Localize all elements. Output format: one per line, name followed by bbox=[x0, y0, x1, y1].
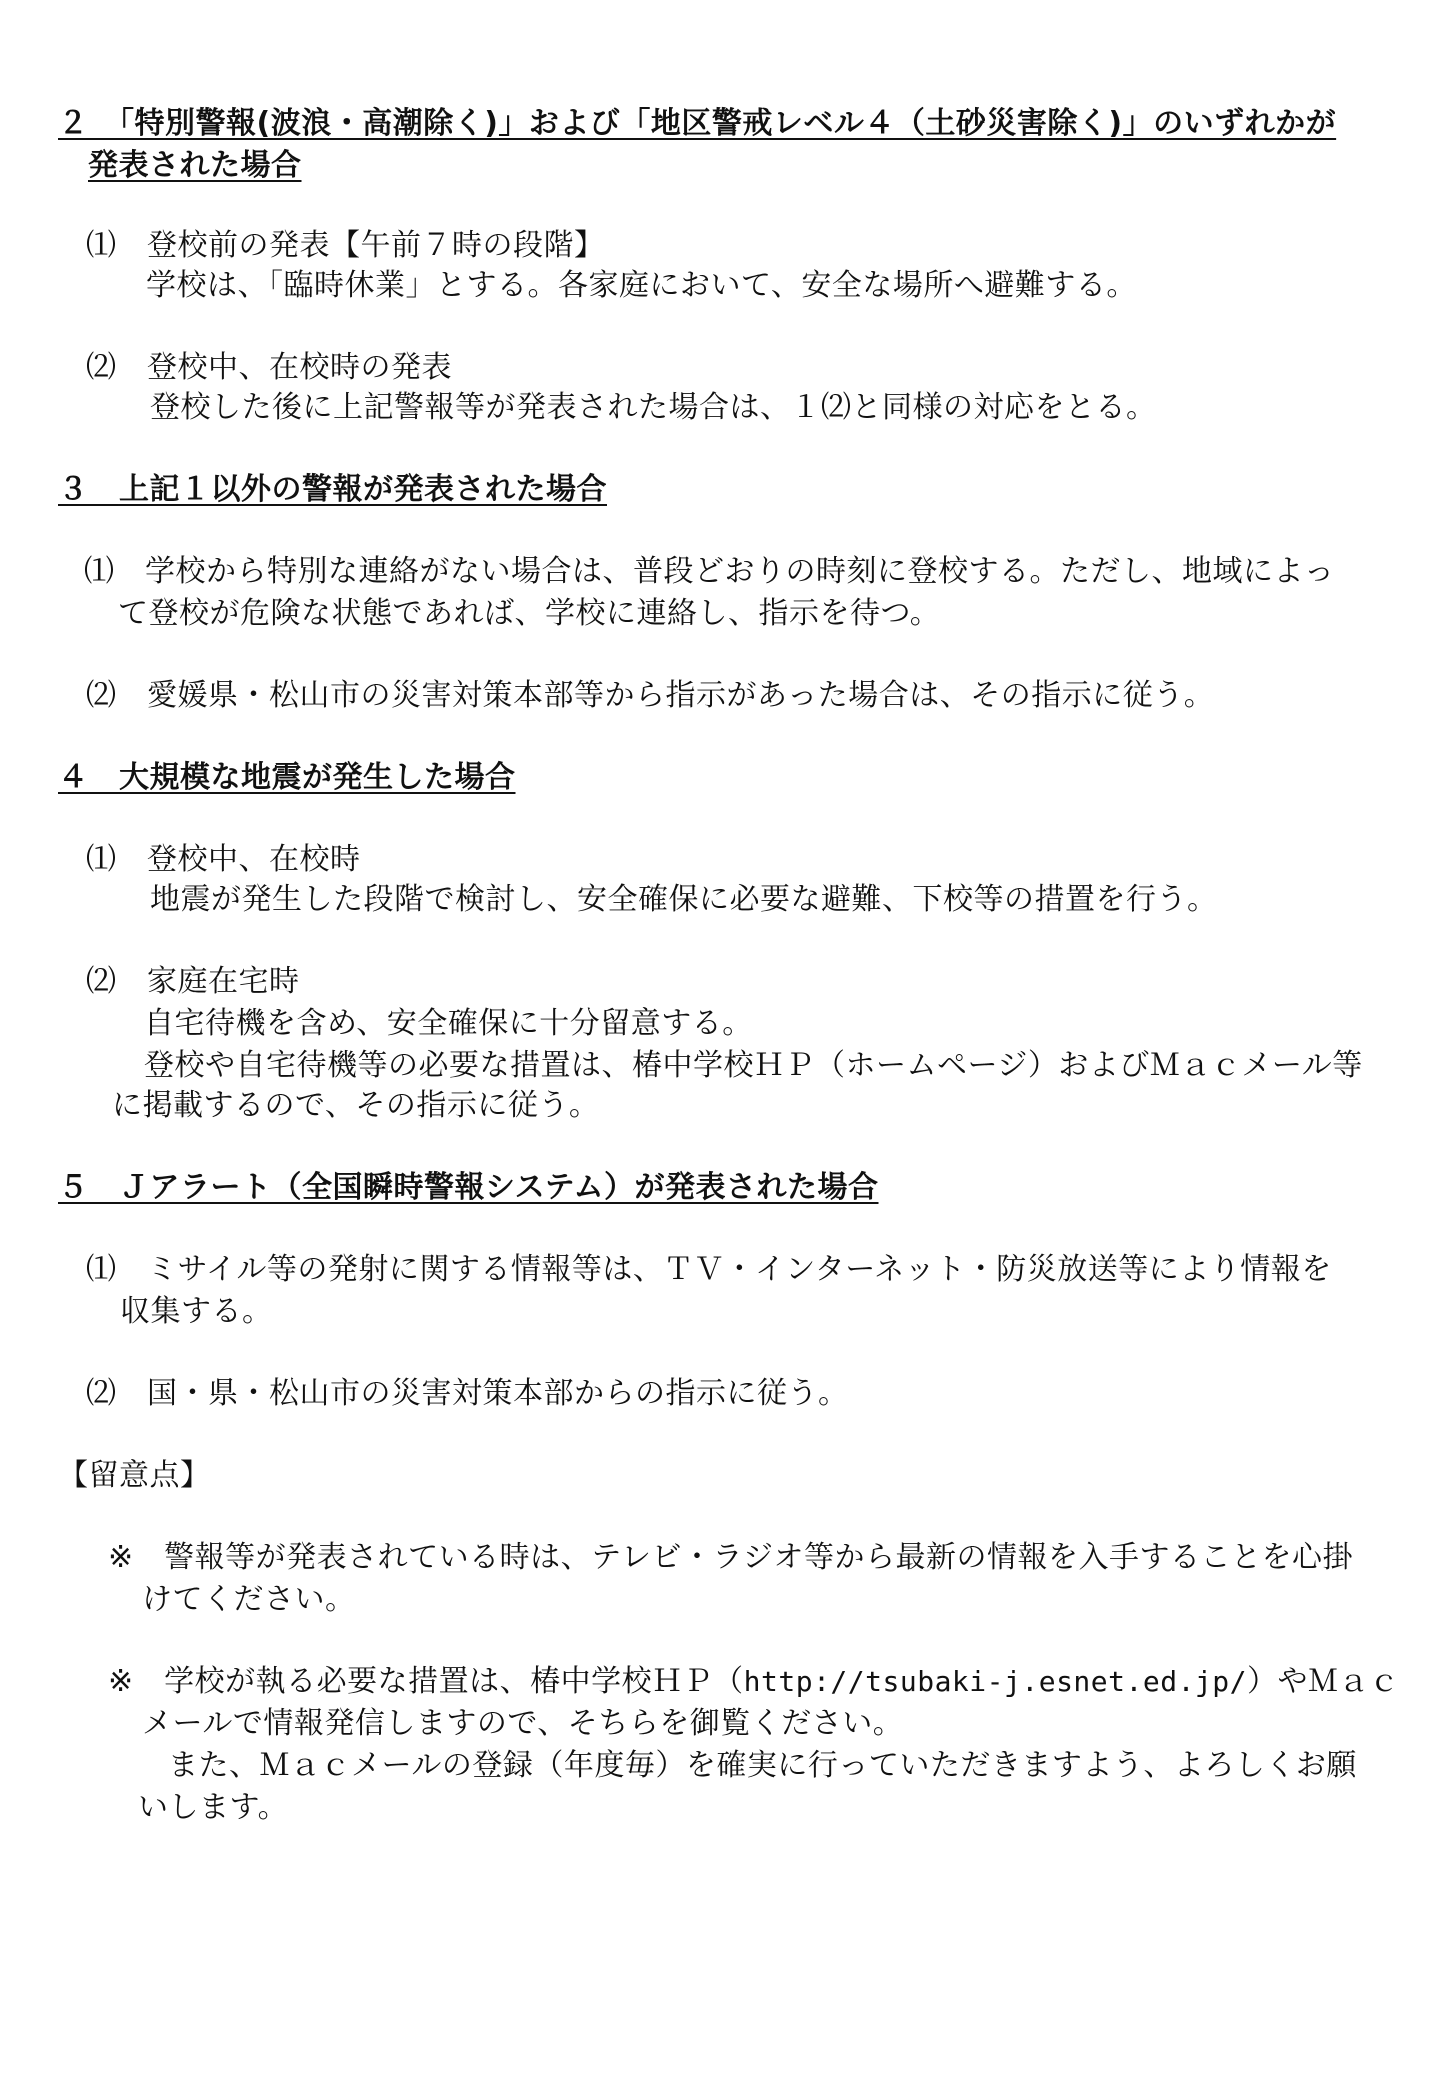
note2-line2: メールで情報発信しますので、そちらを御覧ください。 bbox=[142, 1706, 904, 1741]
section4-item2-body2: 登校や自宅待機等の必要な措置は、椿中学校ＨＰ（ホームページ）およびＭａｃメール等 bbox=[144, 1048, 1363, 1083]
note2-line4: いします。 bbox=[138, 1790, 289, 1825]
section2-item1-body: 学校は、「臨時休業」とする。各家庭において、安全な場所へ避難する。 bbox=[146, 268, 1137, 303]
section3-item1-line1: ⑴ 学校から特別な連絡がない場合は、普段どおりの時刻に登校する。ただし、地域によっ bbox=[84, 554, 1335, 589]
note1-line2: けてください。 bbox=[142, 1582, 356, 1617]
section3-item2: ⑵ 愛媛県・松山市の災害対策本部等から指示があった場合は、その指示に従う。 bbox=[86, 678, 1215, 713]
school-website-link[interactable]: http://tsubaki-j.esnet.ed.jp/ bbox=[743, 1665, 1248, 1698]
note2-line1-prefix: ※ 学校が執る必要な措置は、椿中学校ＨＰ（ bbox=[108, 1664, 744, 1699]
note2-line1 bbox=[108, 1662, 1400, 1702]
section4-item1-title: ⑴ 登校中、在校時 bbox=[86, 842, 361, 877]
section2-heading-line2: 発表された場合 bbox=[88, 148, 302, 183]
note2-line1-suffix: ）やＭａｃ bbox=[1247, 1664, 1400, 1699]
section5-item1-line1: ⑴ ミサイル等の発射に関する情報等は、ＴＶ・インターネット・防災放送等により情報を bbox=[86, 1252, 1332, 1287]
section2-heading-line1: ２ 「特別警報(波浪・高潮除く)」および「地区警戒レベル４（土砂災害除く)」のいずれかが bbox=[58, 106, 1337, 141]
section4-item1-body: 地震が発生した段階で検討し、安全確保に必要な避難、下校等の措置を行う。 bbox=[150, 882, 1218, 917]
note1-line1: ※ 警報等が発表されている時は、テレビ・ラジオ等から最新の情報を入手することを心掛 bbox=[108, 1540, 1354, 1575]
note2-line3: また、Ｍａｃメールの登録（年度毎）を確実に行っていただきますよう、よろしくお願 bbox=[168, 1748, 1357, 1783]
notes-title: 【留意点】 bbox=[58, 1458, 211, 1493]
section5-item2: ⑵ 国・県・松山市の災害対策本部からの指示に従う。 bbox=[86, 1376, 849, 1411]
section2-item2-title: ⑵ 登校中、在校時の発表 bbox=[86, 350, 452, 385]
section4-item2-title: ⑵ 家庭在宅時 bbox=[86, 964, 300, 999]
section2-item1-title: ⑴ 登校前の発表【午前７時の段階】 bbox=[86, 228, 605, 263]
section2-item2-body: 登校した後に上記警報等が発表された場合は、１⑵と同様の対応をとる。 bbox=[150, 390, 1157, 425]
section4-item2-body1: 自宅待機を含め、安全確保に十分留意する。 bbox=[144, 1006, 753, 1041]
section4-heading: ４ 大規模な地震が発生した場合 bbox=[58, 760, 516, 795]
section3-heading: ３ 上記１以外の警報が発表された場合 bbox=[58, 472, 607, 507]
section4-item2-body3: に掲載するので、その指示に従う。 bbox=[112, 1088, 600, 1123]
section3-item1-line2: て登校が危険な状態であれば、学校に連絡し、指示を待つ。 bbox=[118, 596, 941, 631]
section5-item1-line2: 収集する。 bbox=[120, 1294, 273, 1329]
section5-heading: ５ Ｊアラート（全国瞬時警報システム）が発表された場合 bbox=[58, 1170, 879, 1205]
